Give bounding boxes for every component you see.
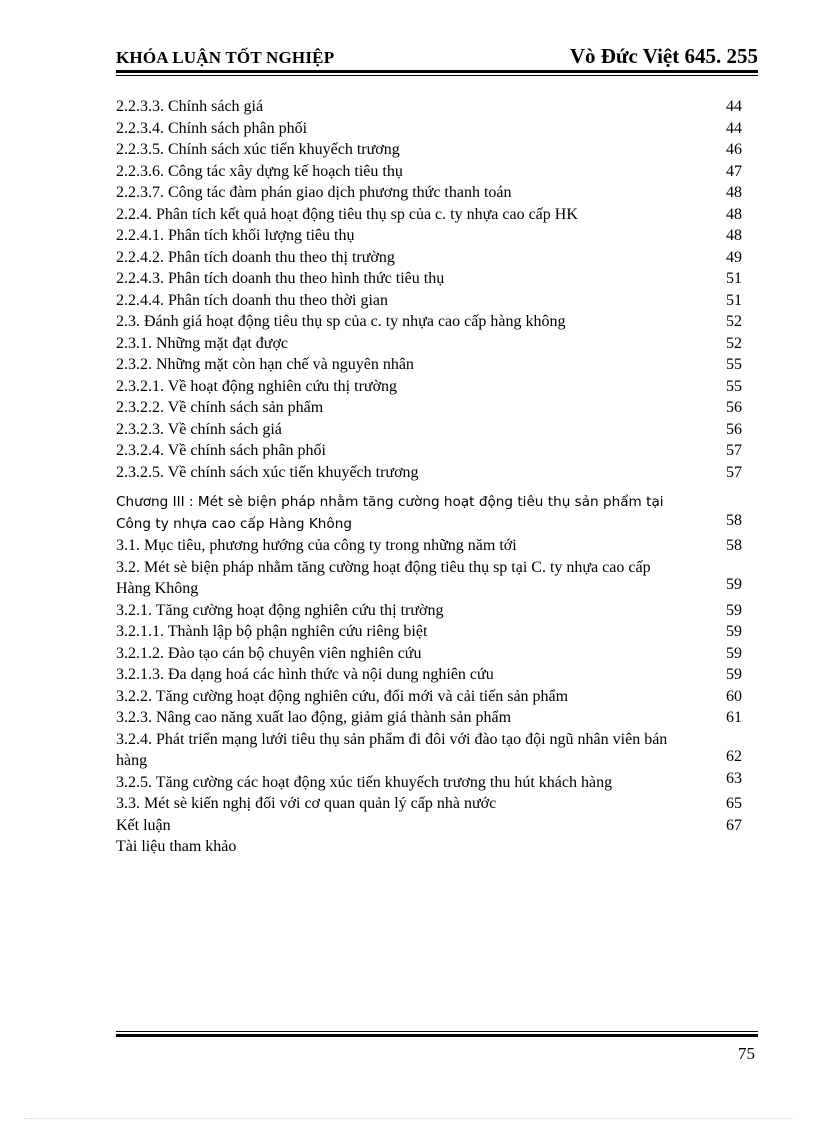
toc-page-number: 59 bbox=[726, 644, 742, 662]
toc-page-number: 58 bbox=[726, 511, 742, 529]
toc-entry: 2.3.2.5. Về chính sách xúc tiến khuyếch trương 57 bbox=[116, 462, 742, 484]
toc-page-number: 59 bbox=[726, 601, 742, 619]
toc-entry: 2.3.2.1. Về hoạt động nghiên cứu thị trường 55 bbox=[116, 376, 742, 398]
toc-entry: 2.2.3.4. Chính sách phân phối 44 bbox=[116, 118, 742, 140]
toc-entry: 3.2.1.2. Đào tạo cán bộ chuyên viên nghiên cứu 59 bbox=[116, 643, 742, 665]
toc-page-number: 46 bbox=[726, 141, 742, 158]
toc-entry: 3.1. Mục tiêu, phương hướng của công ty trong những năm tới 58 bbox=[116, 535, 742, 557]
toc-page-number: 56 bbox=[726, 399, 742, 416]
toc-entry: 3.2.1.1. Thành lập bộ phận nghiên cứu riêng biệt 59 bbox=[116, 621, 742, 643]
toc-entry: 2.2.4.2. Phân tích doanh thu theo thị trường 49 bbox=[116, 247, 742, 269]
toc-page-number: 63 bbox=[726, 769, 742, 787]
toc-entry: 2.2.4.1. Phân tích khối lượng tiêu thụ 48 bbox=[116, 225, 742, 247]
toc-page-number: 48 bbox=[726, 205, 742, 223]
page-number: 75 bbox=[738, 1044, 755, 1063]
toc-entry: 3.3. Mét sè kiến nghị đối với cơ quan quản lý cấp nhà nước 65 bbox=[116, 793, 742, 815]
toc-page-number: 59 bbox=[726, 623, 742, 640]
toc-entry: 2.2.4.4. Phân tích doanh thu theo thời gian 51 bbox=[116, 290, 742, 312]
toc-entry: 2.3.2.4. Về chính sách phân phối 57 bbox=[116, 440, 742, 462]
toc-entry: 2.2.3.5. Chính sách xúc tiến khuyếch trương 46 bbox=[116, 139, 742, 161]
toc-page-number: 55 bbox=[726, 377, 742, 395]
header-rule-thick bbox=[116, 70, 758, 73]
toc-entry: 2.2.3.6. Công tác xây dựng kế hoạch tiêu thụ 47 bbox=[116, 161, 742, 183]
toc-entry: 2.3.2.2. Về chính sách sản phẩm 56 bbox=[116, 397, 742, 419]
author-info: Vò Đức Việt 645. 255 bbox=[569, 44, 758, 68]
document-title: KHÓA LUẬN TỐT NGHIỆP bbox=[116, 48, 335, 67]
toc-entry: 2.2.3.7. Công tác đàm phán giao dịch phương thức thanh toán 48 bbox=[116, 182, 742, 204]
toc-page-number: 48 bbox=[726, 184, 742, 201]
toc-page-number: 65 bbox=[726, 795, 742, 812]
toc-page-number: 59 bbox=[726, 666, 742, 683]
toc-entry: Tài liệu tham khảo bbox=[116, 838, 237, 855]
toc-page-number: 57 bbox=[726, 442, 742, 459]
footer-rule-thick bbox=[116, 1034, 758, 1037]
toc-page-number: 52 bbox=[726, 313, 742, 330]
toc-entry: 3.2.3. Nâng cao năng xuất lao động, giảm giá thành sản phẩm 61 bbox=[116, 707, 742, 729]
toc-entry: Kết luận 67 bbox=[116, 815, 742, 837]
toc-page-number: 58 bbox=[726, 537, 742, 554]
page-edge-divider bbox=[24, 1118, 794, 1119]
toc-entry: 2.3. Đánh giá hoạt động tiêu thụ sp của c. ty nhựa cao cấp hàng không 52 bbox=[116, 311, 742, 333]
toc-page-number: 60 bbox=[726, 687, 742, 705]
toc-entry: 3.2.5. Tăng cường các hoạt động xúc tiến khuyếch trương thu hút khách hàng 63 bbox=[116, 769, 742, 791]
toc-entry: 3.2.4. Phát triển mạng lưới tiêu thụ sản phẩm đi đôi với đào tạo đội ngũ nhân viên bán hàng 62 bbox=[116, 730, 742, 769]
toc-page-number: 47 bbox=[726, 162, 742, 180]
toc-page-number: 67 bbox=[726, 816, 742, 834]
footer-rule-thin bbox=[116, 1031, 758, 1032]
toc-entry: 2.2.4. Phân tích kết quả hoạt động tiêu thụ sp của c. ty nhựa cao cấp HK 48 bbox=[116, 204, 742, 226]
toc-page-number: 57 bbox=[726, 463, 742, 481]
toc-page-number: 44 bbox=[726, 98, 742, 115]
toc-entry: 2.2.3.3. Chính sách giá 44 bbox=[116, 96, 742, 118]
toc-page-number: 62 bbox=[726, 748, 742, 765]
toc-page-number: 61 bbox=[726, 709, 742, 726]
toc-page-number: 44 bbox=[726, 119, 742, 137]
toc-entry: 3.2.1. Tăng cường hoạt động nghiên cứu thị trường 59 bbox=[116, 600, 742, 622]
toc-entry: 2.2.4.3. Phân tích doanh thu theo hình thức tiêu thụ 51 bbox=[116, 268, 742, 290]
toc-page-number: 55 bbox=[726, 356, 742, 373]
toc-page-number: 51 bbox=[726, 270, 742, 287]
toc-page-number: 48 bbox=[726, 227, 742, 244]
toc-entry: 2.3.2.3. Về chính sách giá 56 bbox=[116, 419, 742, 441]
toc-page-number: 52 bbox=[726, 334, 742, 352]
toc-entry: 2.3.1. Những mặt đạt được 52 bbox=[116, 333, 742, 355]
header-rule-thin bbox=[116, 75, 758, 76]
page-header bbox=[116, 44, 758, 70]
toc-entry: 3.2.1.3. Đa dạng hoá các hình thức và nội dung nghiên cứu 59 bbox=[116, 664, 742, 686]
toc-chapter-heading: Chương III : Mét sè biện pháp nhằm tăng cường hoạt động tiêu thụ sản phẩm tại Công ty nhựa cao cấp Hàng Không 58 bbox=[116, 494, 742, 532]
toc-entry: 3.2.2. Tăng cường hoạt động nghiên cứu, đổi mới và cải tiến sản phẩm 60 bbox=[116, 686, 742, 708]
toc-page-number: 56 bbox=[726, 420, 742, 438]
table-of-contents bbox=[116, 96, 742, 858]
toc-entry: 2.3.2. Những mặt còn hạn chế và nguyên nhân 55 bbox=[116, 354, 742, 376]
toc-entry: 3.2. Mét sè biện pháp nhằm tăng cường hoạt động tiêu thụ sp tại C. ty nhựa cao cấp Hàng Không 59 bbox=[116, 558, 742, 597]
toc-page-number: 49 bbox=[726, 248, 742, 266]
toc-page-number: 51 bbox=[726, 291, 742, 309]
toc-page-number: 59 bbox=[726, 576, 742, 593]
